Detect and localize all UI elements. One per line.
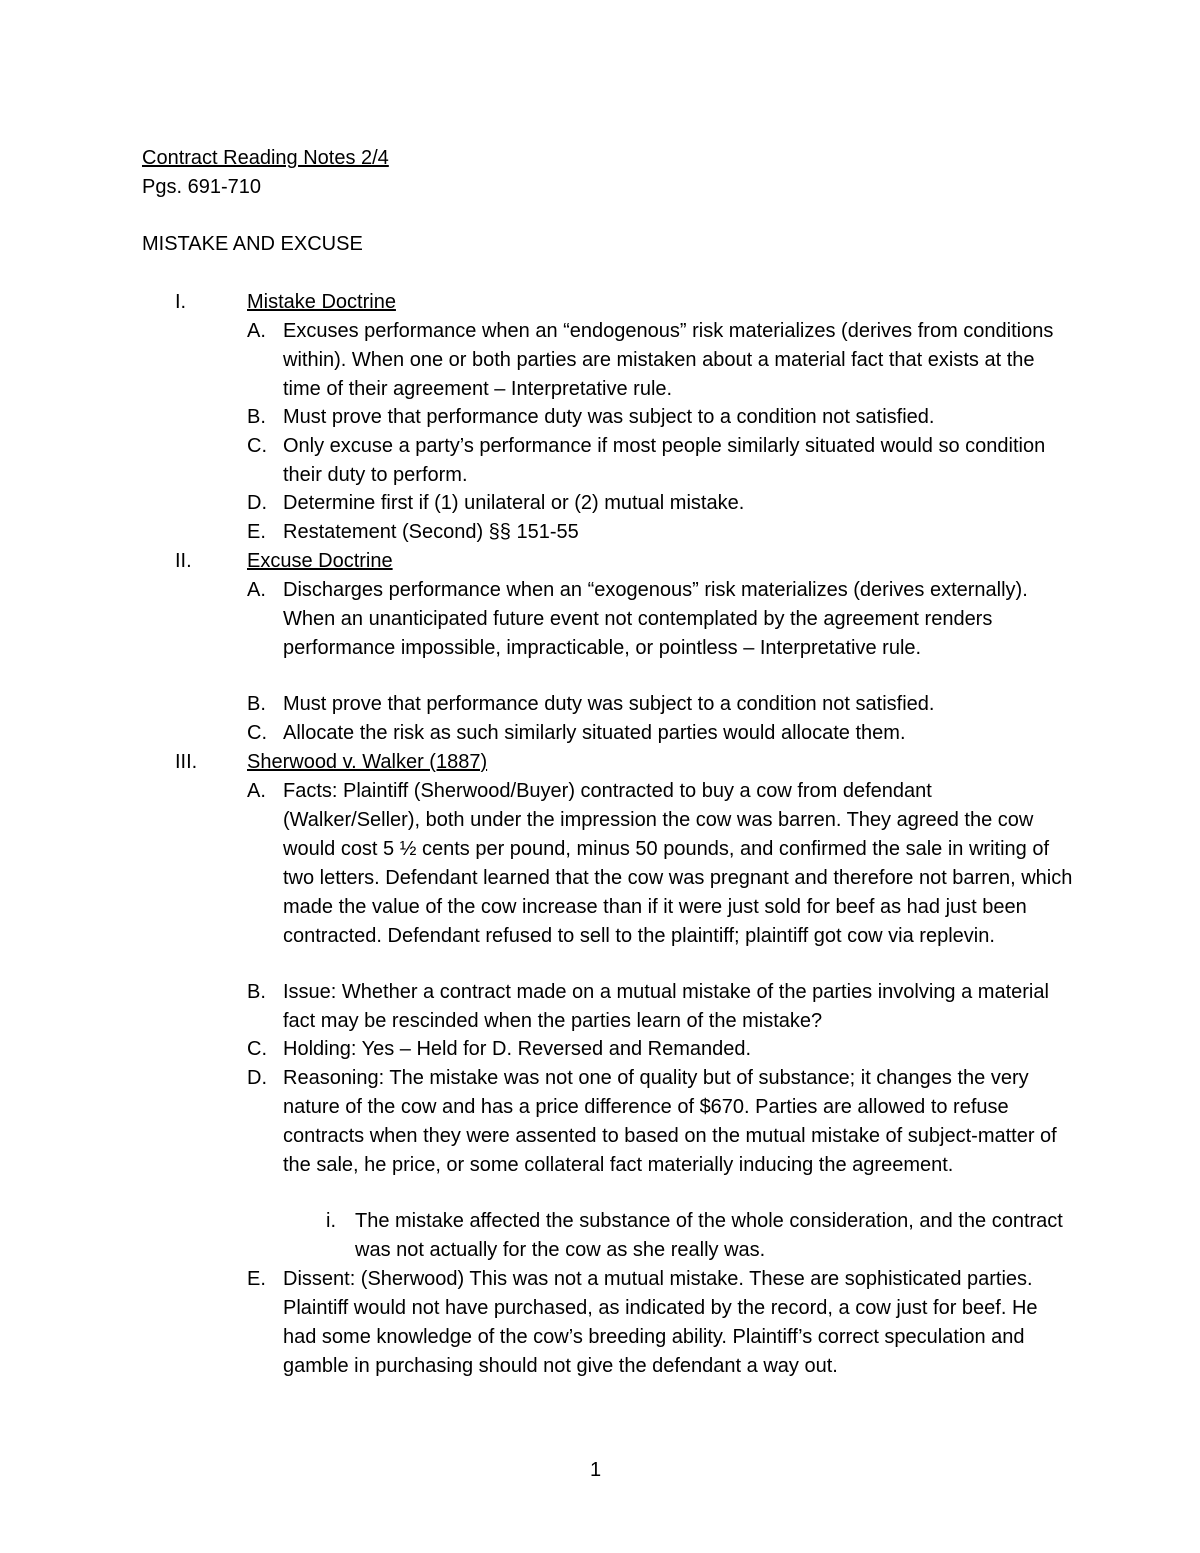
item-text: Determine first if (1) unilateral or (2) mutual mistake.: [283, 492, 745, 514]
document-title: Contract Reading Notes 2/4: [142, 147, 389, 169]
outline-numeral-i: I.: [175, 291, 187, 313]
item-text-issue: Issue: Whether a contract made on a mutual mistake of the parties involving a material fact may be rescinded when the parties learn of the mistake?: [283, 981, 1049, 1032]
outline-numeral-ii: II.: [175, 550, 192, 572]
item-letter: E.: [247, 521, 266, 543]
outline-numeral-iii: III.: [175, 751, 198, 773]
item-letter: A.: [247, 320, 266, 342]
item-letter: D.: [247, 492, 267, 514]
item-text-facts: Facts: Plaintiff (Sherwood/Buyer) contracted to buy a cow from defendant (Walker/Seller), both under the impression the cow was barren. They agreed the cow would cost 5 ½ cents per pound, minus 50 pounds, and confirmed the sale in writing of two letters. Defendant learned that the cow was pregnant and therefore not barren, which made the value of the cow increase than if it were just sold for beef as had just been contracted. Defendant refused to sell to the plaintiff; plaintiff got cow via replevin.: [283, 780, 1073, 947]
item-letter: A.: [247, 579, 266, 601]
item-text-reasoning: Reasoning: The mistake was not one of quality but of substance; it changes the very nature of the cow and has a price difference of $670. Parties are allowed to refuse contracts when they were assented to based on the mutual mistake of subject-matter of the sale, he price, or some collateral fact materially inducing the agreement.: [283, 1067, 1057, 1176]
item-text: Only excuse a party’s performance if most people similarly situated would so condition their duty to perform.: [283, 435, 1046, 486]
item-letter: C.: [247, 1038, 267, 1060]
item-text: Must prove that performance duty was subject to a condition not satisfied.: [283, 406, 935, 428]
item-text: Allocate the risk as such similarly situated parties would allocate them.: [283, 722, 906, 744]
item-text-holding: Holding: Yes – Held for D. Reversed and Remanded.: [283, 1038, 752, 1060]
item-letter: B.: [247, 693, 266, 715]
outline-heading-excuse-doctrine: Excuse Doctrine: [247, 550, 393, 572]
item-letter: B.: [247, 406, 266, 428]
outline-heading-case: Sherwood v. Walker (1887): [247, 751, 488, 773]
item-text: Must prove that performance duty was subject to a condition not satisfied.: [283, 693, 935, 715]
item-text: Discharges performance when an “exogenous” risk materializes (derives externally). When an unanticipated future event not contemplated by the agreement renders performance impossible, impracticable, or pointless – Interpretative rule.: [283, 579, 1028, 659]
section-heading: MISTAKE AND EXCUSE: [142, 233, 363, 255]
item-letter: A.: [247, 780, 266, 802]
page-range: Pgs. 691-710: [142, 176, 261, 198]
item-letter: E.: [247, 1268, 266, 1290]
item-text-dissent: Dissent: (Sherwood) This was not a mutual mistake. These are sophisticated parties. Plaintiff would not have purchased, as indicated by the record, a cow just for beef. He had some knowledge of the cow’s breeding ability. Plaintiff’s correct speculation and gamble in purchasing should not give the defendant a way out.: [283, 1268, 1038, 1377]
item-letter: B.: [247, 981, 266, 1003]
item-letter: D.: [247, 1067, 267, 1089]
page-number: 1: [590, 1459, 602, 1481]
item-letter: C.: [247, 435, 267, 457]
item-text: Excuses performance when an “endogenous” risk materializes (derives from conditions within). When one or both parties are mistaken about a material fact that exists at the time of their agreement – Interpretative rule.: [283, 320, 1054, 400]
item-letter: C.: [247, 722, 267, 744]
outline-heading-mistake-doctrine: Mistake Doctrine: [247, 291, 396, 313]
item-text: Restatement (Second) §§ 151-55: [283, 521, 579, 543]
sub-item-numeral: i.: [326, 1210, 336, 1232]
sub-item-text: The mistake affected the substance of the whole consideration, and the contract was not actually for the cow as she really was.: [355, 1210, 1063, 1261]
